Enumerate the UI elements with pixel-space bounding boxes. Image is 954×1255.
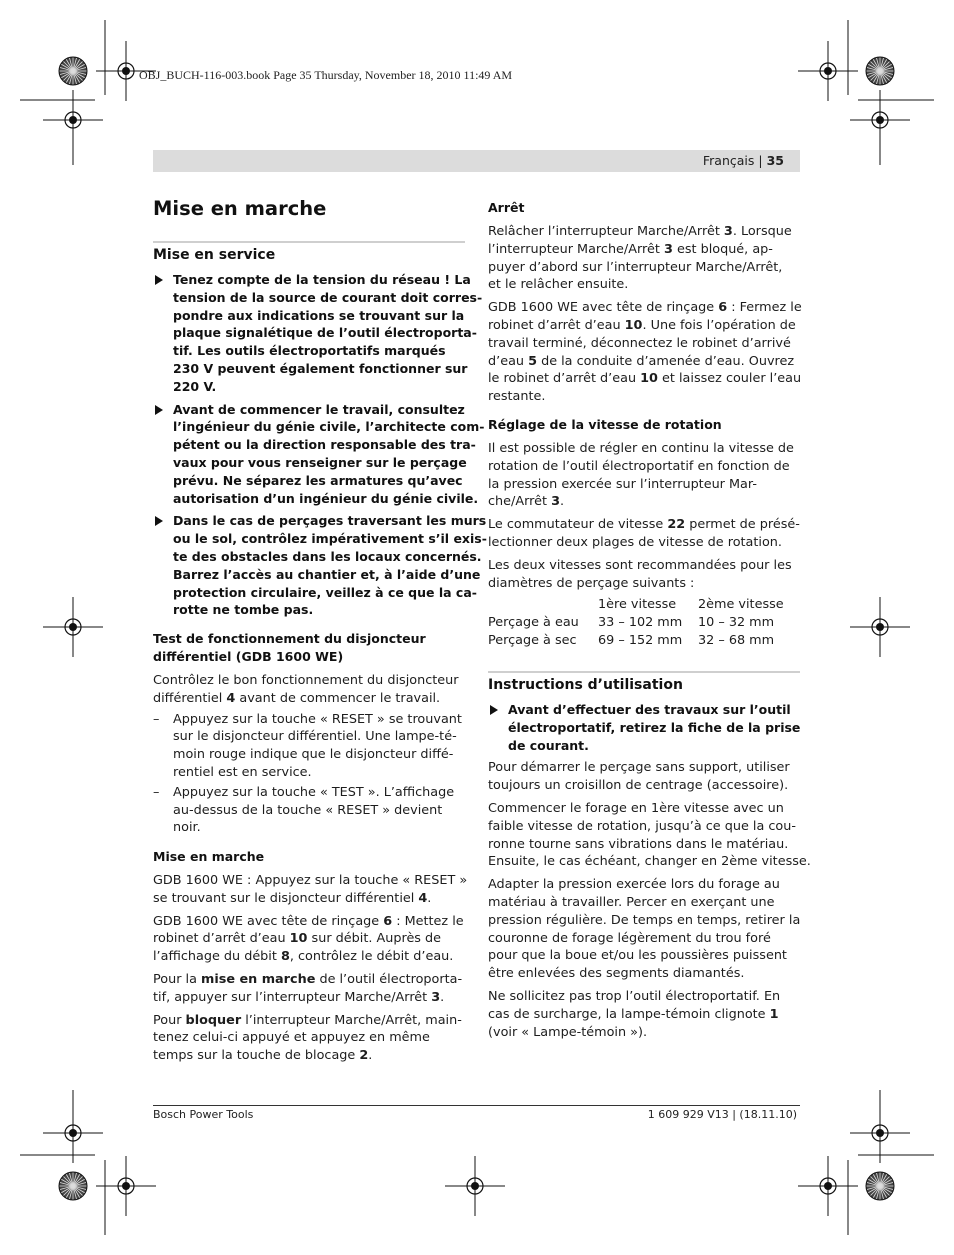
text-line: Le commutateur de vitesse 22 permet de présé- <box>488 517 800 533</box>
text-line: prévu. Ne séparez les armatures qu’avec <box>173 472 463 488</box>
text-line: faible vitesse de rotation, jusqu’à ce que la cou- <box>488 818 796 834</box>
text-line: tif. Les outils électroportatifs marqués <box>173 343 446 359</box>
text-line: te des obstacles dans les locaux concernés. <box>173 548 482 564</box>
text-line: l’interrupteur Marche/Arrêt 3 est bloqué, ap- <box>488 241 773 257</box>
text-line: tension de la source de courant doit corres- <box>173 289 483 305</box>
text-line: pétent ou la direction responsable des tra- <box>173 437 476 453</box>
crosshair-target-icon <box>850 597 910 657</box>
text-line: Tenez compte de la tension du réseau ! La <box>173 272 471 287</box>
starburst-target-icon <box>866 1172 894 1200</box>
footer-brand: Bosch Power Tools <box>153 1108 254 1121</box>
text-line: pour que la boue et/ou les poussières puissent <box>488 948 787 964</box>
text-line: lectionner deux plages de vitesse de rotation. <box>488 534 782 550</box>
text-line: au-dessus de la touche « RESET » devient <box>173 802 443 818</box>
text-line: électroportatif, retirez la fiche de la prise <box>508 719 801 735</box>
text-line: noir. <box>173 820 201 836</box>
text-line: pondre aux indications se trouvant sur la <box>173 307 465 323</box>
text-line: moin rouge indique que le disjoncteur diffé- <box>173 747 454 763</box>
text-line: robinet d’arrêt d’eau 10. Une fois l’opération de <box>488 317 796 333</box>
text-line: GDB 1600 WE avec tête de rinçage 6 : Mettez le <box>153 913 464 929</box>
crosshair-target-icon <box>43 90 103 150</box>
arret-heading: Arrêt <box>488 200 525 215</box>
page-title: Mise en marche <box>153 197 327 220</box>
text-line: diamètres de perçage suivants : <box>488 575 695 591</box>
text-line: Avant de commencer le travail, consultez <box>173 401 465 417</box>
text-line: 230 V peuvent également fonctionner sur <box>173 360 468 376</box>
text-line: tenez celui-ci appuyé et appuyez en même <box>153 1030 430 1046</box>
text-line: cas de surcharge, la lampe-témoin clignote 1 <box>488 1006 779 1022</box>
text-line: rentiel est en service. <box>173 764 312 780</box>
text-line: protection circulaire, veillez à ce que la ca- <box>173 584 477 600</box>
text-line: Dans le cas de perçages traversant les murs <box>173 513 487 529</box>
text-line: 220 V. <box>173 378 217 394</box>
crosshair-target-icon <box>43 1103 103 1163</box>
text-line: Ensuite, le cas échéant, changer en 2ème vitesse. <box>488 854 811 870</box>
dash-mark: – <box>153 711 160 727</box>
text-line: Appuyez sur la touche « RESET » se trouvant <box>173 711 462 727</box>
table-cell: Perçage à sec <box>488 633 577 649</box>
text-line: couronne de forage légèrement du trou foré <box>488 930 771 946</box>
text-line: Appuyez sur la touche « TEST ». L’affichage <box>173 784 455 800</box>
text-line: de courant. <box>508 737 589 753</box>
text-line: rotte ne tombe pas. <box>173 602 314 618</box>
text-line: l’ingénieur du génie civile, l’architecte com- <box>173 419 485 435</box>
text-line: Il est possible de régler en continu la vitesse de <box>488 441 794 456</box>
header-language: Français <box>702 153 755 168</box>
text-line: Commencer le forage en 1ère vitesse avec un <box>488 800 784 816</box>
text-line: ou le sol, contrôlez impérativement s’il exis- <box>173 531 487 547</box>
text-line: sur le disjoncteur différentiel. Une lampe-té- <box>173 729 457 745</box>
text-line: robinet d’arrêt d’eau 10 sur débit. Auprès de <box>153 931 442 947</box>
text-line: rotation de l’outil électroportatif en fonction de <box>488 458 790 474</box>
text-line: Barrez l’accès au chantier et, à l’aide d’une <box>173 566 481 582</box>
text-line: GDB 1600 WE : Appuyez sur la touche « RESET » <box>153 873 468 888</box>
header-separator: | <box>758 153 763 168</box>
text-line: Pour la mise en marche de l’outil électroporta- <box>153 971 463 987</box>
table-cell: 32 – 68 mm <box>698 633 775 649</box>
crosshair-target-icon <box>850 1103 910 1163</box>
crosshair-target-icon <box>850 90 910 150</box>
starburst-target-icon <box>59 57 87 85</box>
text-line: tif, appuyer sur l’interrupteur Marche/Arrêt 3. <box>153 989 445 1005</box>
crosshair-target-icon <box>798 1156 858 1216</box>
text-line: et le relâcher ensuite. <box>488 277 629 293</box>
table-cell: 10 – 32 mm <box>698 615 775 631</box>
text-line: autorisation d’un ingénieur du génie civile. <box>173 490 479 506</box>
text-line: Adapter la pression exercée lors du forage au <box>488 877 780 893</box>
section-heading-mise-en-service: Mise en service <box>153 247 276 263</box>
starburst-target-icon <box>866 57 894 85</box>
crosshair-target-icon <box>798 41 858 101</box>
text-line: différentiel 4 avant de commencer le travail. <box>153 690 441 706</box>
text-line: ronne tourne sans vibrations dans le matériau. <box>488 836 789 852</box>
text-line: toujours un croisillon de centrage (accessoire). <box>488 778 789 794</box>
mise-en-marche-subheading: Mise en marche <box>153 849 265 864</box>
text-line: Ne sollicitez pas trop l’outil électroportatif. En <box>488 988 781 1004</box>
text-line: d’eau 5 de la conduite d’amenée d’eau. Ouvrez <box>488 353 795 369</box>
table-cell: 1ère vitesse <box>598 597 677 613</box>
text-line: temps sur la touche de blocage 2. <box>153 1048 373 1064</box>
text-line: vaux pour vous renseigner sur le perçage <box>173 454 467 470</box>
table-cell: 2ème vitesse <box>698 597 784 613</box>
starburst-target-icon <box>59 1172 87 1200</box>
text-line: Contrôlez le bon fonctionnement du disjoncteur <box>153 673 459 688</box>
text-line: le robinet d’arrêt d’eau 10 et laissez couler l’eau <box>488 371 802 387</box>
text-line: plaque signalétique de l’outil électroporta- <box>173 325 477 341</box>
text-line: pression régulière. De temps en temps, retirer la <box>488 912 801 928</box>
crosshair-target-icon <box>96 41 156 101</box>
table-cell: 33 – 102 mm <box>598 615 683 631</box>
text-line: Relâcher l’interrupteur Marche/Arrêt 3. Lorsque <box>488 224 792 239</box>
rcd-test-heading: Test de fonctionnement du disjoncteur différentiel (GDB 1600 WE) <box>153 631 426 664</box>
file-info: OBJ_BUCH-116-003.book Page 35 Thursday, November 18, 2010 11:49 AM <box>139 68 513 82</box>
vitesse-heading: Réglage de la vitesse de rotation <box>488 417 722 432</box>
text-line: matériau à travailler. Percer en exerçant une <box>488 894 775 910</box>
text-line: (voir « Lampe-témoin »). <box>488 1024 648 1040</box>
text-line: restante. <box>488 389 546 405</box>
crosshair-target-icon <box>96 1156 156 1216</box>
text-line: che/Arrêt 3. <box>488 494 565 510</box>
table-cell: 69 – 152 mm <box>598 633 683 649</box>
text-line: Avant d’effectuer des travaux sur l’outil <box>508 702 791 717</box>
crosshair-target-icon <box>43 597 103 657</box>
footer-doc-number: 1 609 929 V13 | (18.11.10) <box>647 1108 797 1121</box>
text-line: être enlevées des segments diamantés. <box>488 966 745 982</box>
text-line: Pour bloquer l’interrupteur Marche/Arrêt, main- <box>153 1012 462 1028</box>
text-line: Pour démarrer le perçage sans support, utiliser <box>488 760 790 776</box>
table-cell: Perçage à eau <box>488 615 579 631</box>
text-line: l’affichage du débit 8, contrôlez le débit d’eau. <box>153 949 454 965</box>
text-line: la pression exercée sur l’interrupteur Mar- <box>488 476 757 492</box>
dash-mark: – <box>153 784 160 800</box>
text-line: se trouvant sur le disjoncteur différentiel 4. <box>153 890 432 906</box>
text-line: travail terminé, déconnectez le robinet d’arrivé <box>488 335 791 351</box>
text-line: GDB 1600 WE avec tête de rinçage 6 : Fermez le <box>488 300 802 316</box>
page-number: 35 <box>766 153 784 168</box>
text-line: puyer d’abord sur l’interrupteur Marche/Arrêt, <box>488 259 783 275</box>
section-heading-instructions: Instructions d’utilisation <box>488 677 683 693</box>
text-line: Les deux vitesses sont recommandées pour les <box>488 557 792 573</box>
crosshair-target-icon <box>445 1156 505 1216</box>
